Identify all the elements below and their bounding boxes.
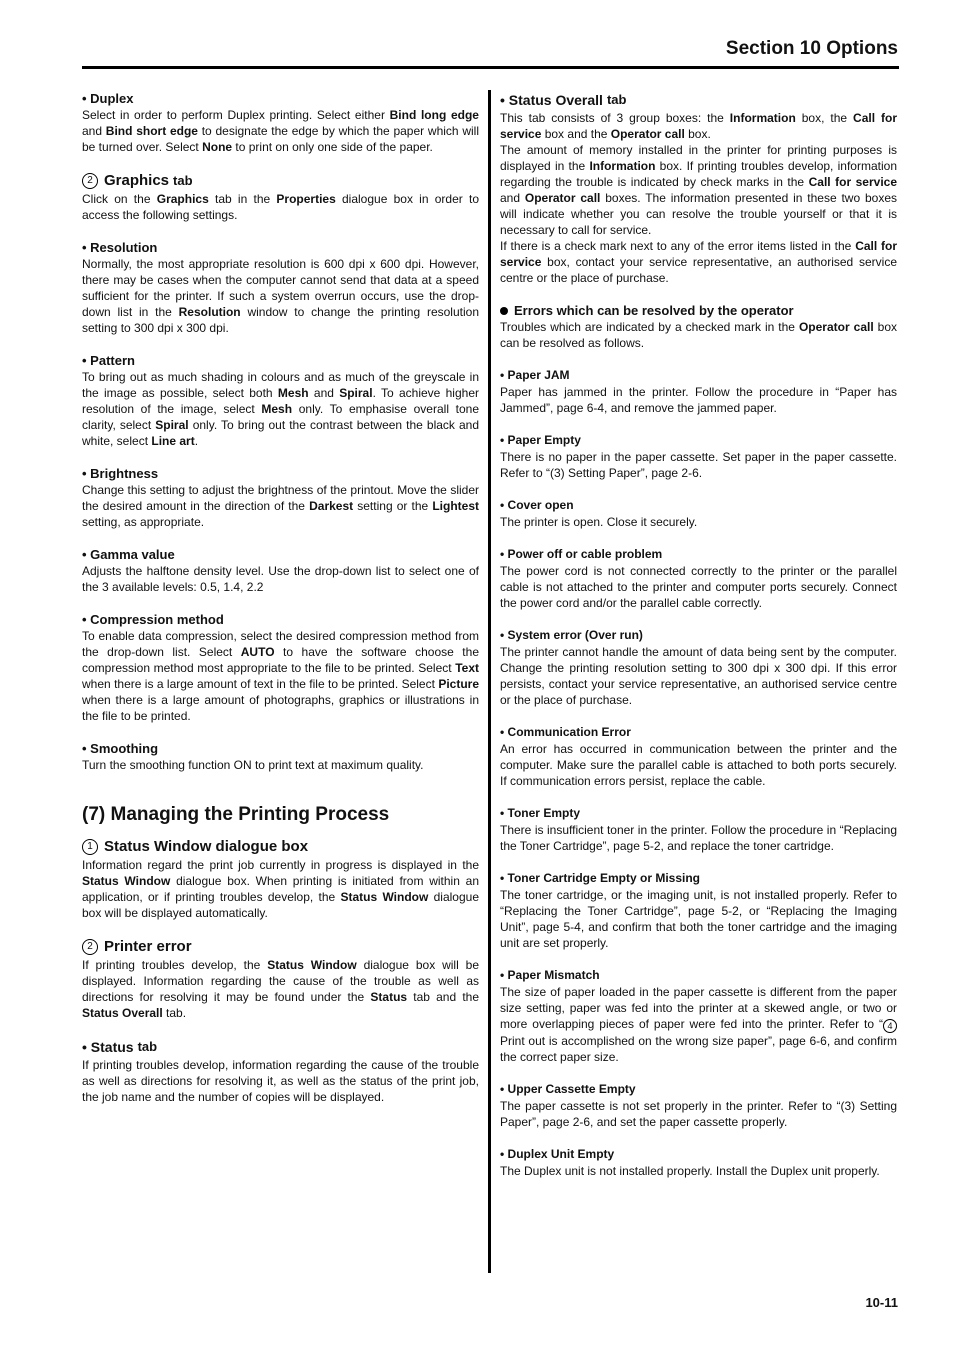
gamma-heading: • Gamma value [82,547,175,562]
error-item: • Upper Cassette Empty The paper cassette is not set properly in the printer. Refer to “(3) Setting Paper”, page 2-6, and set the paper cassette properly. [500,1082,897,1129]
status-tab-text: If printing troubles develop, information regarding the cause of the trouble as well as directions for resolving it, as well as the status of the print job, the job name and the number of copies will be displayed. [82,1058,479,1104]
error-item: • Paper Empty There is no paper in the paper cassette. Set paper in the paper cassette. Refer to “(3) Setting Paper”, page 2-6. [500,433,897,480]
status-overall-text-3: If there is a check mark next to any of the error items listed in the Call for service box, contact your service representative, an authorised service centre or the place of purchase. [500,239,898,285]
brightness-heading: • Brightness [82,466,159,481]
compression-heading: • Compression method [82,612,224,627]
gamma-text: Adjusts the halftone density level. Use the drop-down list to select one of the 3 available levels: 0.5, 1.4, 2.2 [82,564,479,594]
duplex-text: Select in order to perform Duplex printing. Select either Bind long edge and Bind short edge to designate the edge by which the paper which will be turned over. Select None to print on only one side of the paper. [82,108,480,154]
status-window-heading: 1 Status Window dialogue box [82,837,479,857]
brightness-text: Change this setting to adjust the brightness of the printout. Move the slider the desired amount in the direction of the Darkest setting or the Lightest setting, as appropriate. [82,483,480,529]
status-overall-text-1: This tab consists of 3 group boxes: the Information box, the Call for service box and the Operator call box. [500,111,897,141]
printer-error-text: If printing troubles develop, the Status Window dialogue box will be displayed. Information regarding the cause of the trouble as well as directions for resolving it may be found under the Status tab and the Status Overall tab. [82,958,480,1020]
circled-number: 2 [82,173,98,189]
bullet-dot-icon [500,307,508,315]
error-item: • Toner Cartridge Empty or Missing The toner cartridge, or the imaging unit, is not installed properly. Refer to “Replacing the Toner Cartridge”, page 5-2, or “Replacing the Imaging Unit”, page 5-4, and confirm that both the toner cartridge and the imaging unit are set properly. [500,871,897,950]
circled-number: 1 [82,839,98,855]
error-item: • Communication Error An error has occurred in communication between the printer and the computer. Make sure the parallel cable is attached to both ports securely. If communication errors persist, replace the cable. [500,725,897,788]
error-item: • Toner Empty There is insufficient toner in the printer. Follow the procedure in “Replacing the Toner Cartridge”, page 5-2, and replace the toner cartridge. [500,806,897,853]
status-window-text: Information regard the print job currently in progress is displayed in the Status Window dialogue box. When printing is initiated from within an application, or if printing troubles develop, the Status Window dialogue box will be displayed automatically. [82,858,480,920]
error-item: • Duplex Unit Empty The Duplex unit is not installed properly. Install the Duplex unit properly. [500,1147,880,1178]
status-tab-heading: • Status tab [82,1039,158,1055]
errors-operator-heading: Errors which can be resolved by the operator [500,302,897,319]
printer-error-heading: 2 Printer error [82,937,479,957]
duplex-heading: • Duplex [82,91,134,106]
error-item: • Power off or cable problem The power cord is not connected correctly to the printer or the parallel cable is not attached to the printer and computer ports securely. Connect the power cord and/or the parallel cable correctly. [500,547,897,610]
section-title: Section 10 Options [725,38,898,59]
status-overall-text-2: The amount of memory installed in the printer for printing purposes is displayed in the Information box. If printing troubles develop, information regarding the trouble is indicated by check marks in the Call for service and Operator call boxes. The information presented in these two boxes will indicate whether you can resolve the trouble yourself or that it is necessary to call for service. [500,143,898,237]
status-overall-heading: • Status Overall tab [500,92,627,108]
error-item: • Paper JAM Paper has jammed in the printer. Follow the procedure in “Paper has Jammed”, page 6-4, and remove the jammed paper. [500,368,897,415]
resolution-heading: • Resolution [82,240,158,255]
managing-heading: (7) Managing the Printing Process [82,804,390,825]
right-column [500,90,897,1179]
graphics-tab-heading: 2 Graphics tab [82,171,479,191]
smoothing-heading: • Smoothing [82,741,159,756]
circled-number: 4 [883,1019,897,1033]
left-column [82,90,479,1105]
error-item: • Paper Mismatch The size of paper loaded in the paper cassette is different from the paper size setting, paper was fed into the printer at a skewed angle, or two or more overlapping pieces of paper were fed into the printer. Refer to “ 4 Print out is accomplished on the wrong size paper”, page 6-6, and confirm the correct paper size. [500,968,897,1064]
pattern-text: To bring out as much shading in colours and as much of the greyscale in the image as possible, select both Mesh and Spiral. To achieve higher resolution of the image, select Mesh only. To emphasise overall tone clarity, select Spiral only. To bring out the contrast between the black and white, select Line art. [82,370,480,448]
column-divider [488,90,491,1273]
compression-text: To enable data compression, select the desired compression method from the drop-down list. Select AUTO to have the software choose the compression method most appropriate to the file to be printed. Select Text when there is a large amount of text in the file to be printed. Select Picture when there is a large amount of photographs, graphics or illustrations in the file to be printed. [82,629,479,723]
smoothing-text: Turn the smoothing function ON to print text at maximum quality. [82,758,424,772]
circled-number: 2 [82,939,98,955]
graphics-text: Click on the Graphics tab in the Properties dialogue box in order to access the following settings. [82,192,480,222]
error-item: • Cover open The printer is open. Close it securely. [500,498,698,529]
error-item: • System error (Over run) The printer cannot handle the amount of data being sent by the computer. Change the printing resolution setting to 300 dpi x 300 dpi. If this error persists, contact your service representative, an authorised service centre or the place of purchase. [500,628,897,707]
header-rule [82,66,899,69]
pattern-heading: • Pattern [82,353,135,368]
errors-operator-text: Troubles which are indicated by a checked mark in the Operator call box can be resolved as follows. [500,320,897,350]
page-header [82,38,898,68]
resolution-text: Normally, the most appropriate resolution is 600 dpi x 600 dpi. However, there may be cases when the computer cannot send that data at a speed sufficient for the printer. If such a system overrun occurs, use the drop-down list in the Resolution window to change the printing resolution setting to 300 dpi x 300 dpi. [82,257,479,335]
page-number: 10-11 [865,1295,898,1310]
